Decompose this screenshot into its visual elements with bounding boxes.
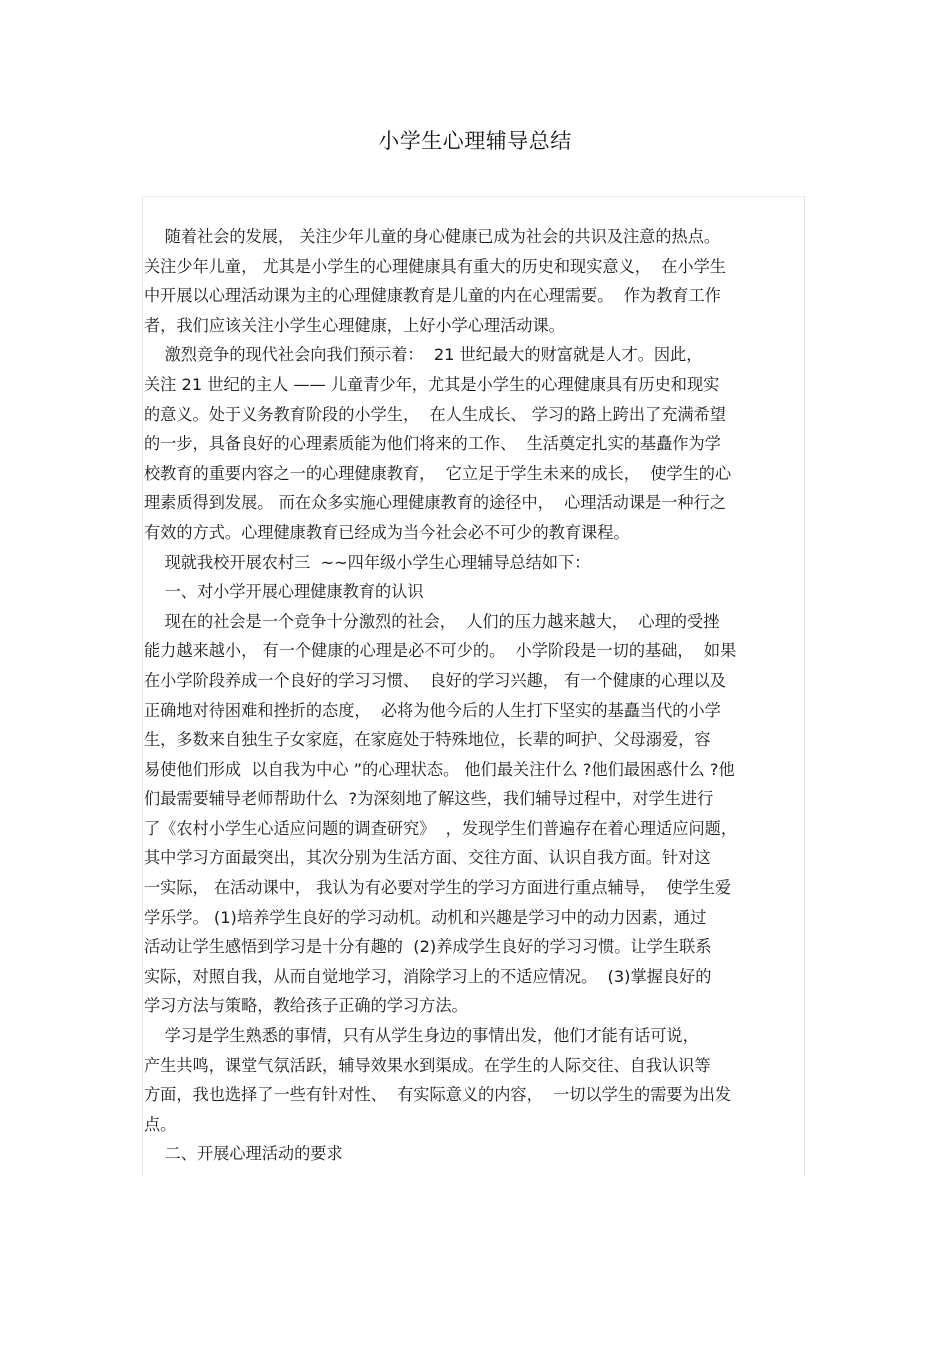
text-line: 正确地对待困难和挫折的态度， 必将为他今后的人生打下坚实的基矗当代的小学 — [144, 700, 721, 720]
page-title: 小学生心理辅导总结 — [378, 129, 572, 153]
text-line: 有效的方式。心理健康教育已经成为当今社会必不可少的教育课程。 — [144, 522, 630, 542]
document-body — [144, 222, 806, 1169]
text-line: 在小学阶段养成一个良好的学习习惯、 良好的学习兴趣， 有一个健康的心理以及 — [144, 670, 726, 690]
text-line: 点。 — [144, 1114, 177, 1134]
text-line: 学乐学。 (1)培养学生良好的学习动机。动机和兴趣是学习中的动力因素，通过 — [144, 907, 707, 927]
text-line: 学习方法与策略，教给孩子正确的学习方法。 — [144, 996, 468, 1016]
text-line: 的一步，具备良好的心理素质能为他们将来的工作、 生活奠定扎实的基矗作为学 — [144, 434, 721, 454]
text-line: 关注少年儿童， 尤其是小学生的心理健康具有重大的历史和现实意义， 在小学生 — [144, 256, 726, 276]
text-line: 现在的社会是一个竞争十分激烈的社会， 人们的压力越来越大， 心理的受挫 — [144, 611, 720, 631]
text-line: 们最需要辅导老师帮助什么 ?为深刻地了解这些，我们辅导过程中，对学生进行 — [144, 789, 714, 809]
text-line: 了《农村小学生心适应问题的调查研究》 ，发现学生们普遍存在着心理适应问题， — [144, 818, 738, 838]
text-line: 激烈竞争的现代社会向我们预示着： 21 世纪最大的财富就是人才。因此， — [144, 345, 703, 365]
section-heading: 二、开展心理活动的要求 — [144, 1144, 343, 1164]
text-line: 实际，对照自我，从而自觉地学习，消除学习上的不适应情况。 (3)掌握良好的 — [144, 966, 712, 986]
text-line: 校教育的重要内容之一的心理健康教育， 它立足于学生未来的成长， 使学生的心 — [144, 463, 732, 483]
text-line: 中开展以心理活动课为主的心理健康教育是儿童的内在心理需要。 作为教育工作 — [144, 286, 721, 306]
text-line: 生，多数来自独生子女家庭，在家庭处于特殊地位，长辈的呵护、父母溺爱，容 — [144, 730, 711, 750]
text-line: 现就我校开展农村三 ~~四年级小学生心理辅导总结如下： — [144, 552, 591, 572]
text-line: 关注 21 世纪的主人 —— 儿童青少年，尤其是小学生的心理健康具有历史和现实 — [144, 374, 720, 394]
text-line: 易使他们形成 以自我为中心 ”的心理状态。 他们最关注什么 ?他们最困惑什么 ?他 — [144, 759, 735, 779]
text-line: 能力越来越小， 有一个健康的心理是必不可少的。 小学阶段是一切的基础， 如果 — [144, 641, 737, 661]
section-heading: 一、对小学开展心理健康教育的认识 — [144, 582, 424, 602]
text-line: 活动让学生感悟到学习是十分有趣的 (2)养成学生良好的学习习惯。让学生联系 — [144, 937, 712, 957]
text-line: 其中学习方面最突出，其次分别为生活方面、交往方面、认识自我方面。针对这 — [144, 848, 711, 868]
text-line: 产生共鸣，课堂气氛活跃，辅导效果水到渠成。在学生的人际交往、自我认识等 — [144, 1055, 711, 1075]
text-line: 者，我们应该关注小学生心理健康，上好小学心理活动课。 — [144, 315, 565, 335]
text-line: 的意义。处于义务教育阶段的小学生， 在人生成长、 学习的路上跨出了充满希望 — [144, 404, 726, 424]
text-line: 理素质得到发展。 而在众多实施心理健康教育的途径中， 心理活动课是一种行之 — [144, 493, 726, 513]
text-line: 学习是学生熟悉的事情，只有从学生身边的事情出发，他们才能有话可说， — [144, 1026, 699, 1046]
text-line: 方面，我也选择了一些有针对性、 有实际意义的内容， 一切以学生的需要为出发 — [144, 1085, 732, 1105]
text-line: 一实际， 在活动课中， 我认为有必要对学生的学习方面进行重点辅导， 使学生爱 — [144, 878, 732, 898]
text-line: 随着社会的发展， 关注少年儿童的身心健康已成为社会的共识及注意的热点。 — [144, 227, 721, 246]
